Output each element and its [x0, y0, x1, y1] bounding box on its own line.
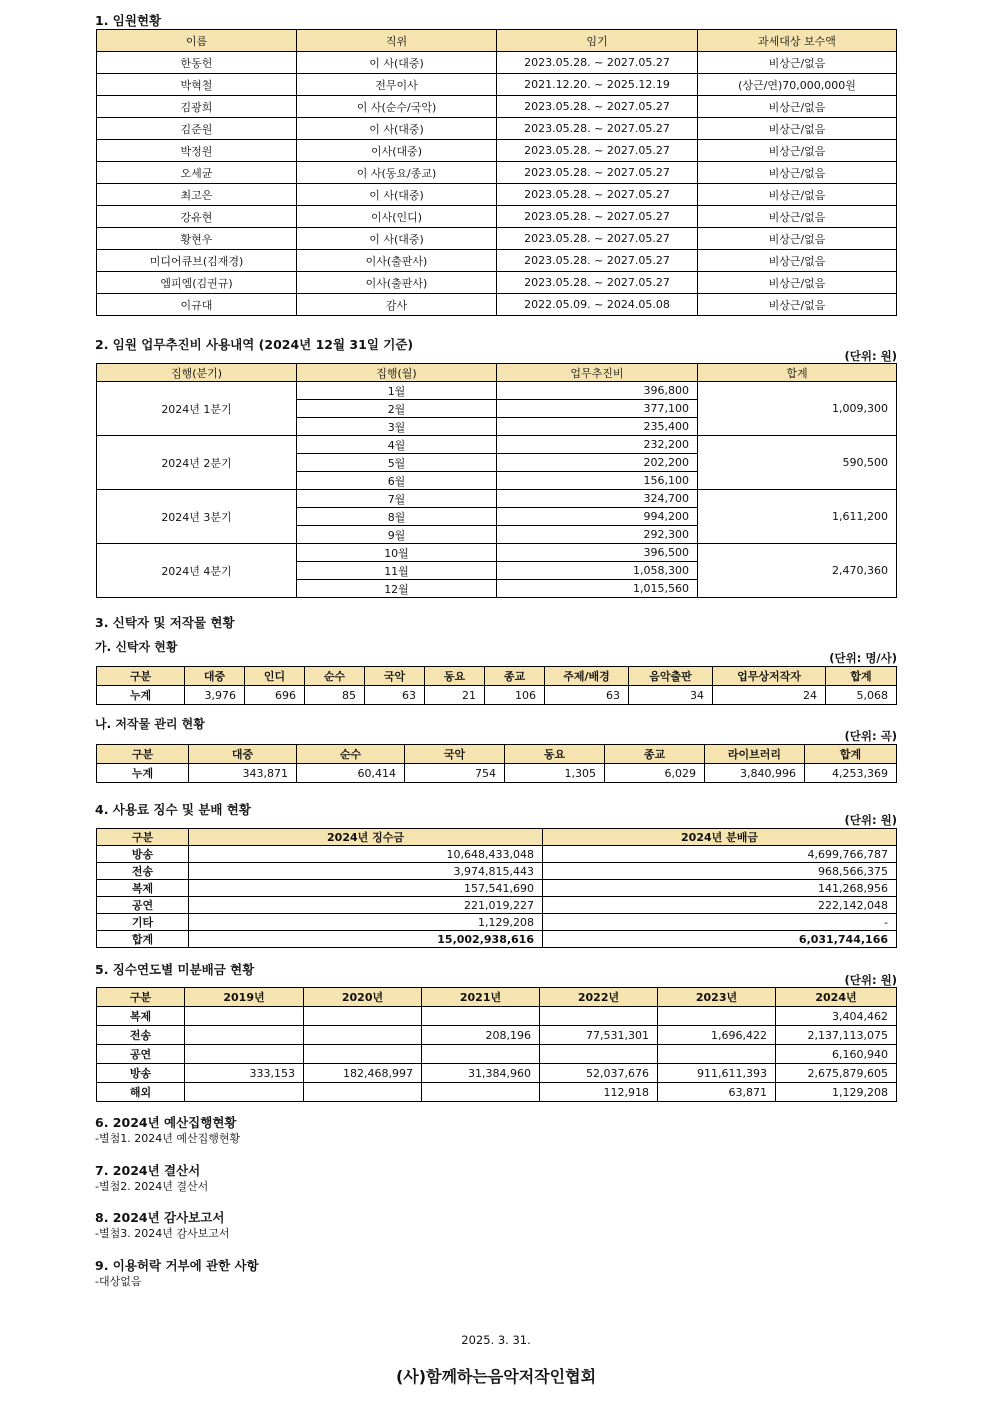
- value-cell: [185, 1026, 304, 1045]
- value-cell: 208,196: [422, 1026, 540, 1045]
- month-cell: 3월: [297, 418, 497, 436]
- col-header: 동요: [425, 667, 485, 686]
- month-cell: 9월: [297, 526, 497, 544]
- col-header: 구분: [97, 829, 189, 846]
- amount-cell: 994,200: [497, 508, 698, 526]
- value-cell: 754: [405, 764, 505, 783]
- value-cell: 2,675,879,605: [776, 1064, 897, 1083]
- month-cell: 11월: [297, 562, 497, 580]
- col-header: 구분: [97, 988, 185, 1007]
- table-row: [97, 1007, 897, 1026]
- position-cell: 이 사(대중): [297, 228, 497, 250]
- pay-cell: 비상근/없음: [698, 118, 897, 140]
- table-row: [97, 846, 897, 863]
- col-header: 집행(월): [297, 364, 497, 382]
- quarter-total-cell: 2,470,360: [698, 544, 897, 598]
- value-cell: 3,976: [185, 686, 245, 705]
- value-cell: 24: [713, 686, 826, 705]
- term-cell: 2023.05.28. ~ 2027.05.27: [497, 228, 698, 250]
- col-header: 합계: [805, 745, 897, 764]
- table-row: [97, 490, 897, 508]
- month-cell: 10월: [297, 544, 497, 562]
- value-cell: 182,468,997: [304, 1064, 422, 1083]
- pay-cell: 비상근/없음: [698, 184, 897, 206]
- value-cell: 6,160,940: [776, 1045, 897, 1064]
- value-cell: 21: [425, 686, 485, 705]
- col-header: 종교: [485, 667, 545, 686]
- row-label: 공연: [97, 1045, 185, 1064]
- works-table: [96, 744, 897, 783]
- value-cell: [540, 1045, 658, 1064]
- collected-cell: 221,019,227: [189, 897, 543, 914]
- position-cell: 이 사(동요/종교): [297, 162, 497, 184]
- row-label: 공연: [97, 897, 189, 914]
- section-7-title: 7. 2024년 결산서: [95, 1163, 201, 1178]
- month-cell: 6월: [297, 472, 497, 490]
- section-9-note: -대상없음: [95, 1275, 142, 1288]
- amount-cell: 292,300: [497, 526, 698, 544]
- value-cell: [422, 1045, 540, 1064]
- month-cell: 7월: [297, 490, 497, 508]
- col-header: 2024년 분배금: [543, 829, 897, 846]
- amount-cell: 156,100: [497, 472, 698, 490]
- value-cell: 1,129,208: [776, 1083, 897, 1102]
- value-cell: [304, 1083, 422, 1102]
- month-cell: 4월: [297, 436, 497, 454]
- distributed-total: 6,031,744,166: [543, 931, 897, 948]
- col-header: 주제/배경: [545, 667, 629, 686]
- value-cell: [185, 1083, 304, 1102]
- value-cell: 106: [485, 686, 545, 705]
- table-header-row: [97, 829, 897, 846]
- value-cell: 5,068: [826, 686, 897, 705]
- value-cell: [185, 1007, 304, 1026]
- position-cell: 이 사(순수/국악): [297, 96, 497, 118]
- distributed-cell: 222,142,048: [543, 897, 897, 914]
- section-9-title: 9. 이용허락 거부에 관한 사항: [95, 1258, 259, 1273]
- name-cell: 최고은: [97, 184, 297, 206]
- term-cell: 2023.05.28. ~ 2027.05.27: [497, 184, 698, 206]
- table-row: [97, 206, 897, 228]
- table-row: [97, 184, 897, 206]
- row-label: 누계: [97, 764, 189, 783]
- value-cell: [304, 1026, 422, 1045]
- table-row: [97, 74, 897, 96]
- table-row: [97, 863, 897, 880]
- table-row: [97, 52, 897, 74]
- pay-cell: (상근/연)70,000,000원: [698, 74, 897, 96]
- value-cell: 6,029: [605, 764, 705, 783]
- col-header: 대중: [189, 745, 297, 764]
- col-header: 업무상저작자: [713, 667, 826, 686]
- table-row: [97, 1083, 897, 1102]
- section-6-title: 6. 2024년 예산집행현황: [95, 1115, 237, 1130]
- table-row: [97, 897, 897, 914]
- collected-cell: 10,648,433,048: [189, 846, 543, 863]
- value-cell: [658, 1007, 776, 1026]
- table-header-row: [97, 745, 897, 764]
- row-label: 복제: [97, 1007, 185, 1026]
- section-3-title: 3. 신탁자 및 저작물 현황: [95, 615, 235, 630]
- col-header: 대중: [185, 667, 245, 686]
- position-cell: 이사(대중): [297, 140, 497, 162]
- value-cell: 60,414: [297, 764, 405, 783]
- value-cell: 1,305: [505, 764, 605, 783]
- row-label: 방송: [97, 846, 189, 863]
- col-header: 업무추진비: [497, 364, 698, 382]
- row-label: 합계: [97, 931, 189, 948]
- term-cell: 2023.05.28. ~ 2027.05.27: [497, 206, 698, 228]
- pay-cell: 비상근/없음: [698, 140, 897, 162]
- col-header: 임기: [497, 30, 698, 52]
- distributed-cell: 968,566,375: [543, 863, 897, 880]
- pay-cell: 비상근/없음: [698, 272, 897, 294]
- table-row: [97, 118, 897, 140]
- undistributed-table: [96, 987, 897, 1102]
- unit-label: (단위: 원): [844, 349, 897, 363]
- name-cell: 이규대: [97, 294, 297, 316]
- col-header: 2020년: [304, 988, 422, 1007]
- table-header-row: [97, 988, 897, 1007]
- col-header: 이름: [97, 30, 297, 52]
- document-date: 2025. 3. 31.: [461, 1333, 531, 1347]
- position-cell: 이사(출판사): [297, 272, 497, 294]
- table-row: [97, 228, 897, 250]
- col-header: 2022년: [540, 988, 658, 1007]
- position-cell: 감사: [297, 294, 497, 316]
- amount-cell: 396,800: [497, 382, 698, 400]
- value-cell: [304, 1045, 422, 1064]
- quarter-total-cell: 590,500: [698, 436, 897, 490]
- value-cell: 4,253,369: [805, 764, 897, 783]
- table-row: [97, 764, 897, 783]
- collected-cell: 157,541,690: [189, 880, 543, 897]
- value-cell: 34: [629, 686, 713, 705]
- position-cell: 이 사(대중): [297, 118, 497, 140]
- section-3a-title: 가. 신탁자 현황: [95, 640, 178, 654]
- royalty-table: [96, 828, 897, 948]
- value-cell: [422, 1007, 540, 1026]
- name-cell: 박혁철: [97, 74, 297, 96]
- value-cell: 333,153: [185, 1064, 304, 1083]
- amount-cell: 232,200: [497, 436, 698, 454]
- table-row: [97, 1026, 897, 1045]
- trustees-table: [96, 666, 897, 705]
- value-cell: 63: [365, 686, 425, 705]
- section-8-title: 8. 2024년 감사보고서: [95, 1210, 225, 1225]
- row-label: 방송: [97, 1064, 185, 1083]
- quarter-cell: 2024년 4분기: [97, 544, 297, 598]
- term-cell: 2022.05.09. ~ 2024.05.08: [497, 294, 698, 316]
- expenses-table: [96, 363, 897, 598]
- row-label: 기타: [97, 914, 189, 931]
- month-cell: 2월: [297, 400, 497, 418]
- row-label: 복제: [97, 880, 189, 897]
- value-cell: 911,611,393: [658, 1064, 776, 1083]
- table-row: [97, 382, 897, 400]
- unit-label: (단위: 원): [844, 813, 897, 827]
- table-header-row: [97, 30, 897, 52]
- value-cell: 63: [545, 686, 629, 705]
- section-4-title: 4. 사용료 징수 및 분배 현황: [95, 802, 251, 817]
- value-cell: 52,037,676: [540, 1064, 658, 1083]
- term-cell: 2021.12.20. ~ 2025.12.19: [497, 74, 698, 96]
- name-cell: 오세균: [97, 162, 297, 184]
- value-cell: 85: [305, 686, 365, 705]
- value-cell: 3,404,462: [776, 1007, 897, 1026]
- term-cell: 2023.05.28. ~ 2027.05.27: [497, 272, 698, 294]
- table-row: [97, 880, 897, 897]
- table-header-row: [97, 667, 897, 686]
- name-cell: 엠피엠(김권규): [97, 272, 297, 294]
- section-1-title: 1. 임원현황: [95, 13, 162, 28]
- value-cell: 696: [245, 686, 305, 705]
- pay-cell: 비상근/없음: [698, 162, 897, 184]
- distributed-cell: -: [543, 914, 897, 931]
- table-row: [97, 436, 897, 454]
- executives-table: [96, 29, 897, 316]
- value-cell: [540, 1007, 658, 1026]
- row-label: 전송: [97, 1026, 185, 1045]
- value-cell: 1,696,422: [658, 1026, 776, 1045]
- month-cell: 1월: [297, 382, 497, 400]
- amount-cell: 1,058,300: [497, 562, 698, 580]
- col-header: 종교: [605, 745, 705, 764]
- table-row: [97, 162, 897, 184]
- col-header: 2019년: [185, 988, 304, 1007]
- quarter-total-cell: 1,611,200: [698, 490, 897, 544]
- amount-cell: 202,200: [497, 454, 698, 472]
- value-cell: 77,531,301: [540, 1026, 658, 1045]
- row-label: 누계: [97, 686, 185, 705]
- row-label: 해외: [97, 1083, 185, 1102]
- pay-cell: 비상근/없음: [698, 294, 897, 316]
- table-row: [97, 294, 897, 316]
- collected-total: 15,002,938,616: [189, 931, 543, 948]
- unit-label: (단위: 원): [844, 973, 897, 987]
- amount-cell: 396,500: [497, 544, 698, 562]
- amount-cell: 235,400: [497, 418, 698, 436]
- collected-cell: 1,129,208: [189, 914, 543, 931]
- distributed-cell: 141,268,956: [543, 880, 897, 897]
- table-row: [97, 96, 897, 118]
- quarter-cell: 2024년 3분기: [97, 490, 297, 544]
- position-cell: 이사(인디): [297, 206, 497, 228]
- pay-cell: 비상근/없음: [698, 228, 897, 250]
- table-header-row: [97, 364, 897, 382]
- row-label: 전송: [97, 863, 189, 880]
- section-6-note: -별첨1. 2024년 예산집행현황: [95, 1132, 241, 1145]
- col-header: 국악: [365, 667, 425, 686]
- col-header: 동요: [505, 745, 605, 764]
- position-cell: 이사(출판사): [297, 250, 497, 272]
- table-row: [97, 544, 897, 562]
- month-cell: 5월: [297, 454, 497, 472]
- table-row: [97, 1064, 897, 1083]
- name-cell: 미디어큐브(김재경): [97, 250, 297, 272]
- pay-cell: 비상근/없음: [698, 96, 897, 118]
- value-cell: [658, 1045, 776, 1064]
- pay-cell: 비상근/없음: [698, 52, 897, 74]
- name-cell: 김광희: [97, 96, 297, 118]
- month-cell: 12월: [297, 580, 497, 598]
- section-8-note: -별첨3. 2024년 감사보고서: [95, 1227, 230, 1240]
- col-header: 순수: [305, 667, 365, 686]
- distributed-cell: 4,699,766,787: [543, 846, 897, 863]
- term-cell: 2023.05.28. ~ 2027.05.27: [497, 162, 698, 184]
- table-row: [97, 140, 897, 162]
- position-cell: 이 사(대중): [297, 184, 497, 206]
- section-3b-title: 나. 저작물 관리 현황: [95, 717, 205, 731]
- col-header: 2023년: [658, 988, 776, 1007]
- position-cell: 이 사(대중): [297, 52, 497, 74]
- value-cell: [422, 1083, 540, 1102]
- quarter-total-cell: 1,009,300: [698, 382, 897, 436]
- quarter-cell: 2024년 2분기: [97, 436, 297, 490]
- col-header: 직위: [297, 30, 497, 52]
- col-header: 라이브러리: [705, 745, 805, 764]
- col-header: 2021년: [422, 988, 540, 1007]
- term-cell: 2023.05.28. ~ 2027.05.27: [497, 96, 698, 118]
- table-row: [97, 272, 897, 294]
- col-header: 2024년: [776, 988, 897, 1007]
- pay-cell: 비상근/없음: [698, 206, 897, 228]
- name-cell: 강유현: [97, 206, 297, 228]
- section-2-title: 2. 임원 업무추진비 사용내역 (2024년 12월 31일 기준): [95, 337, 414, 352]
- pay-cell: 비상근/없음: [698, 250, 897, 272]
- amount-cell: 324,700: [497, 490, 698, 508]
- col-header: 순수: [297, 745, 405, 764]
- col-header: 합계: [826, 667, 897, 686]
- value-cell: 112,918: [540, 1083, 658, 1102]
- name-cell: 황현우: [97, 228, 297, 250]
- col-header: 인디: [245, 667, 305, 686]
- col-header: 구분: [97, 745, 189, 764]
- name-cell: 한동헌: [97, 52, 297, 74]
- col-header: 구분: [97, 667, 185, 686]
- col-header: 합계: [698, 364, 897, 382]
- table-row: [97, 250, 897, 272]
- name-cell: 김준원: [97, 118, 297, 140]
- section-7-note: -별첨2. 2024년 결산서: [95, 1180, 209, 1193]
- total-row: [97, 931, 897, 948]
- position-cell: 전무이사: [297, 74, 497, 96]
- value-cell: 2,137,113,075: [776, 1026, 897, 1045]
- value-cell: [185, 1045, 304, 1064]
- collected-cell: 3,974,815,443: [189, 863, 543, 880]
- amount-cell: 1,015,560: [497, 580, 698, 598]
- organization-name: (사)함께하는음악저작인협회: [395, 1367, 597, 1386]
- col-header: 과세대상 보수액: [698, 30, 897, 52]
- quarter-cell: 2024년 1분기: [97, 382, 297, 436]
- value-cell: [304, 1007, 422, 1026]
- table-row: [97, 686, 897, 705]
- name-cell: 박정원: [97, 140, 297, 162]
- term-cell: 2023.05.28. ~ 2027.05.27: [497, 250, 698, 272]
- col-header: 국악: [405, 745, 505, 764]
- term-cell: 2023.05.28. ~ 2027.05.27: [497, 118, 698, 140]
- unit-label: (단위: 명/사): [829, 651, 897, 665]
- table-row: [97, 914, 897, 931]
- col-header: 집행(분기): [97, 364, 297, 382]
- col-header: 2024년 징수금: [189, 829, 543, 846]
- month-cell: 8월: [297, 508, 497, 526]
- value-cell: 63,871: [658, 1083, 776, 1102]
- term-cell: 2023.05.28. ~ 2027.05.27: [497, 52, 698, 74]
- section-5-title: 5. 징수연도별 미분배금 현황: [95, 962, 255, 977]
- table-row: [97, 1045, 897, 1064]
- amount-cell: 377,100: [497, 400, 698, 418]
- term-cell: 2023.05.28. ~ 2027.05.27: [497, 140, 698, 162]
- value-cell: 3,840,996: [705, 764, 805, 783]
- unit-label: (단위: 곡): [844, 729, 897, 743]
- col-header: 음악출판: [629, 667, 713, 686]
- value-cell: 31,384,960: [422, 1064, 540, 1083]
- value-cell: 343,871: [189, 764, 297, 783]
